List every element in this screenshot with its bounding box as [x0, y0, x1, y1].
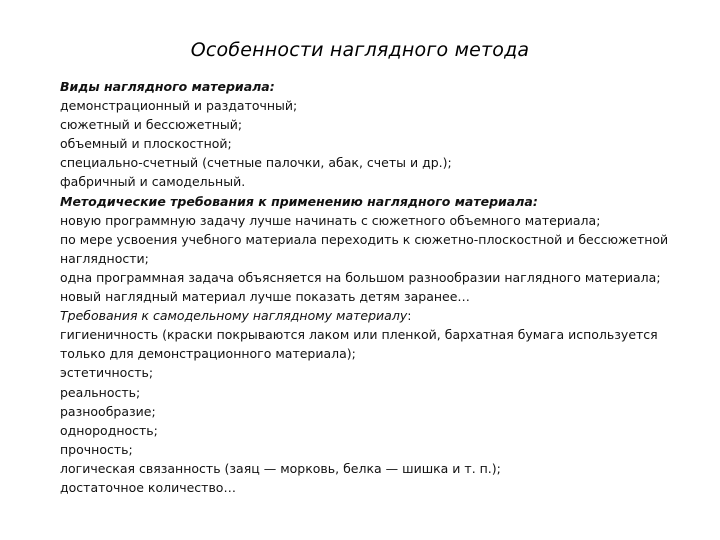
- list-item: эстетичность;: [60, 365, 154, 381]
- section-heading-method-requirements: Методические требования к применению наглядного материала:: [60, 193, 538, 209]
- list-item: только для демонстрационного материала);: [60, 346, 356, 362]
- list-item: однородность;: [60, 422, 158, 438]
- list-item: новый наглядный материал лучше показать детям заранее…: [60, 289, 470, 305]
- section-heading-homemade-requirements: [60, 306, 690, 325]
- list-item: реальность;: [60, 384, 141, 400]
- list-item: по мере усвоения учебного материала переходить к сюжетно-плоскостной и бессюжетной: [60, 231, 669, 247]
- list-item: демонстрационный и раздаточный;: [60, 98, 298, 114]
- list-item: достаточное количество…: [60, 479, 236, 495]
- list-item: объемный и плоскостной;: [60, 136, 232, 152]
- section-heading-material-types: Виды наглядного материала:: [60, 79, 275, 94]
- list-item: фабричный и самодельный.: [60, 174, 246, 190]
- section-heading-homemade-colon: :: [407, 308, 412, 324]
- list-item: сюжетный и бессюжетный;: [60, 117, 243, 133]
- list-item: гигиеничность (краски покрываются лаком или пленкой, бархатная бумага используется: [60, 327, 658, 343]
- list-item: прочность;: [60, 441, 133, 457]
- slide-body: [60, 77, 690, 497]
- list-item: специально-счетный (счетные палочки, абак, счеты и др.);: [60, 155, 452, 171]
- slide-title: Особенности наглядного метода: [190, 39, 530, 61]
- list-item: разнообразие;: [60, 403, 156, 419]
- list-item: наглядности;: [60, 250, 149, 266]
- list-item: логическая связанность (заяц — морковь, белка — шишка и т. п.);: [60, 460, 501, 476]
- list-item: одна программная задача объясняется на большом разнообразии наглядного материала;: [60, 269, 661, 285]
- list-item: новую программную задачу лучше начинать с сюжетного объемного материала;: [60, 212, 601, 228]
- section-heading-homemade-text: Требования к самодельному наглядному материалу: [60, 308, 408, 324]
